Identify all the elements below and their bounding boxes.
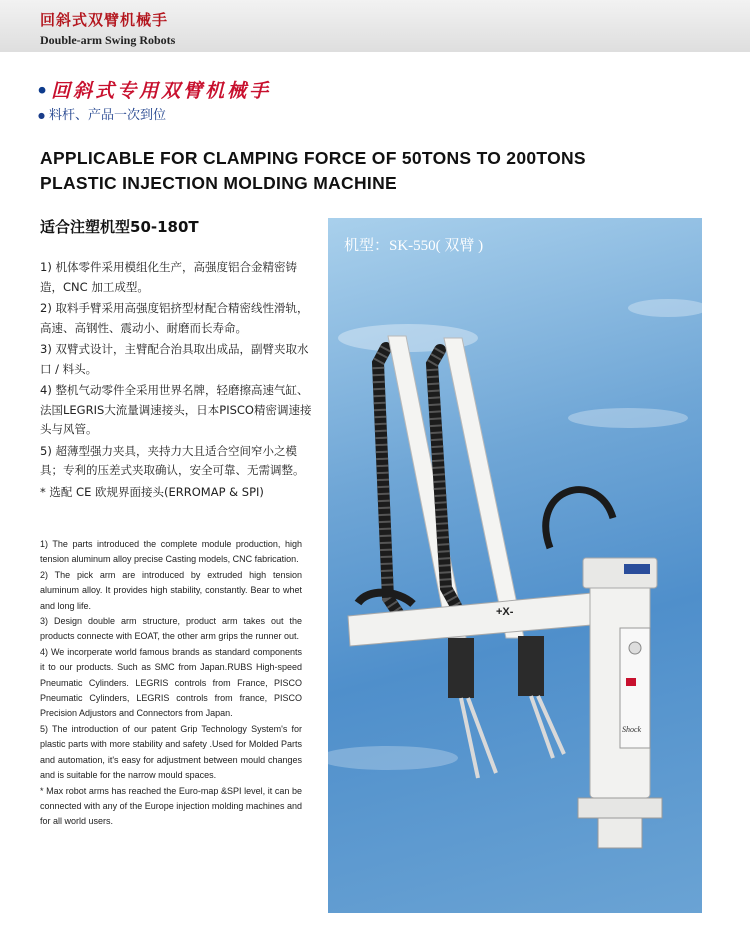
bullet-dot-icon: •: [36, 80, 52, 102]
brand-plate: [624, 564, 650, 574]
intro-title-text: 回斜式专用双臂机械手: [51, 80, 272, 102]
feature-item-cn: * 选配 CE 欧规界面接头(ERROMAP & SPI): [40, 484, 264, 499]
feature-item-cn: 1) 机体零件采用模组化生产，高强度铝合金精密铸造，CNC 加工成型。: [40, 260, 297, 294]
section-title: 适合注塑机型50-180T: [40, 218, 199, 236]
feature-item-en: 5) The introduction of our patent Grip Technology System's for plastic parts with more stability and safety .Used for Molded Parts and automation, it's easy for adjustment between mould changes and is suitable for the narrow mould spaces.: [40, 723, 302, 781]
robot-pedestal: [598, 818, 642, 848]
feature-item-en: 3) Design double arm structure, product arm takes out the products connecte with EOAT, the other arm grips the runner out.: [40, 616, 302, 642]
header-band: [0, 0, 750, 52]
intro-subtitle: [38, 104, 166, 123]
intro-subtitle-text: 料杆、产品一次到位: [48, 108, 166, 123]
gripper-block-left: [448, 638, 474, 698]
feature-item-en: * Max robot arms has reached the Euro-map &SPI level, it can be connected with any of the Europe injection molding machines and for all world users.: [40, 785, 302, 827]
cloud-shape: [328, 746, 458, 770]
feature-list-cn: [40, 258, 315, 504]
header-title-en: Double-arm Swing Robots: [40, 33, 176, 47]
feature-item-en: 2) The pick arm are introduced by extruded high tension aluminum alloy. It provides high stability, constantly. Bear to whet and long life.: [40, 569, 302, 611]
headline-line-2: PLASTIC INJECTION MOLDING MACHINE: [40, 173, 397, 193]
product-photo: [328, 218, 702, 913]
feature-item-cn: 5) 超薄型强力夹具，夹持力大且适合空间窄小之模具；专利的压差式夹取确认，安全可靠、无需调整。: [40, 443, 305, 477]
panel-logo: Shock: [622, 725, 642, 734]
gripper-rod: [461, 698, 478, 778]
feature-list-en: [40, 537, 302, 830]
gripper-block-right: [518, 636, 544, 696]
gripper-rod: [468, 698, 496, 773]
model-label: 机型：SK-550( 双臂 ): [344, 238, 484, 254]
header-title-cn: 回斜式双臂机械手: [40, 11, 169, 29]
feature-item-cn: 3) 双臂式设计，主臂配合治具取出成品，副臂夹取水口 / 料头。: [40, 342, 309, 376]
intro-title: [36, 76, 271, 103]
bullet-dot-icon: ●: [38, 111, 45, 120]
feature-item-en: 1) The parts introduced the complete module production, high tension aluminum alloy precise Casting models, CNC fabrication.: [40, 539, 302, 565]
speaker-grille-icon: [629, 642, 641, 654]
beam-marking: +X-: [496, 606, 514, 618]
robot-base: [578, 798, 662, 818]
cloud-shape: [568, 408, 688, 428]
cloud-shape: [628, 299, 702, 317]
feature-item-cn: 4) 整机气动零件全采用世界名牌，轻磨擦高速气缸、法国LEGRIS大流量调速接头，日本PISCO精密调速接头与风管。: [40, 383, 312, 436]
warning-label: [626, 678, 636, 686]
robot-illustration: [328, 218, 702, 913]
air-hose: [546, 490, 613, 548]
feature-item-cn: 2) 取料手臂采用高强度铝挤型材配合精密线性滑轨，高速、高钢性、震动小、耐磨而长寿命。: [40, 301, 309, 335]
applicability-headline: [40, 146, 586, 196]
feature-item-en: 4) We incorperate world famous brands as standard components it to our products. Such as SMC from Japan.RUBS High-speed Pneumatic Cylinders. LEGRIS controls from France, PISCO Pneumatic Cylinders, LEGRIS controls from france, PISCO Precision Adjustors and Connectors from Japan.: [40, 646, 302, 719]
headline-line-1: APPLICABLE FOR CLAMPING FORCE OF 50TONS TO 200TONS: [40, 148, 586, 168]
